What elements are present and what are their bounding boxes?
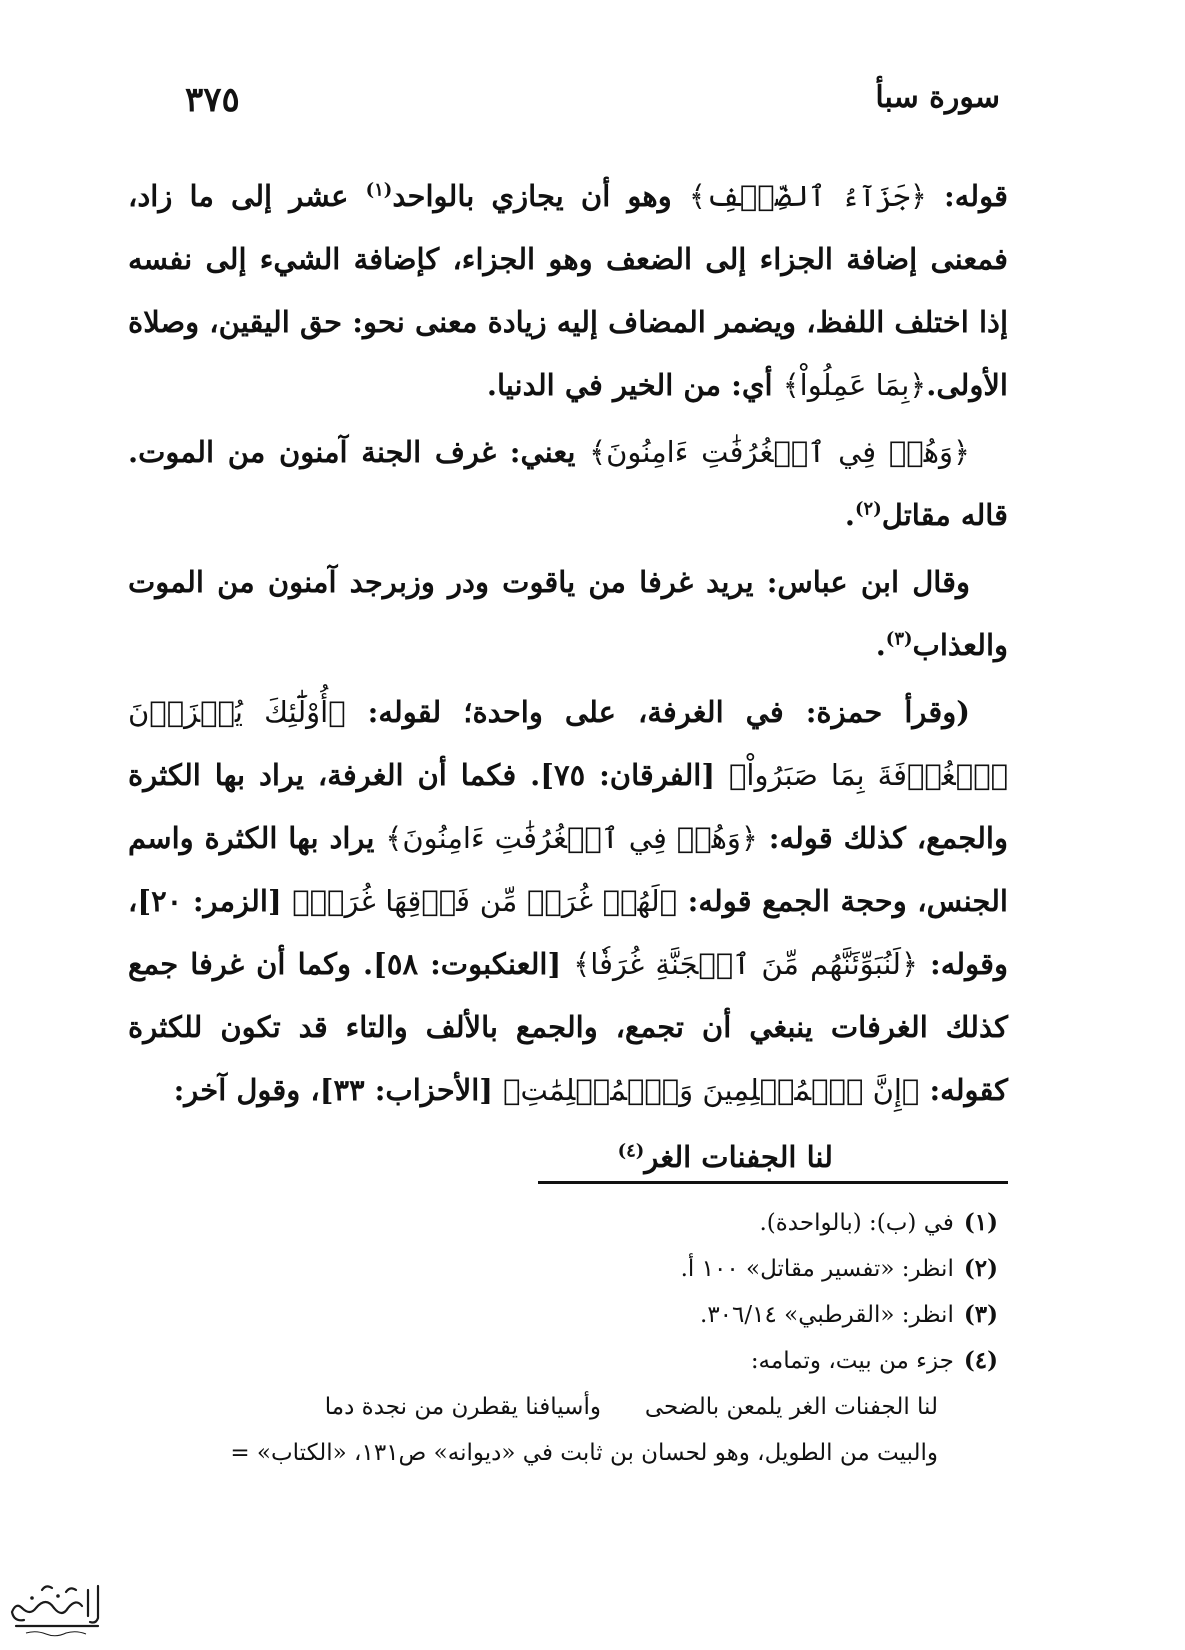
text-run: وهو أن يجازي بالواحد bbox=[392, 179, 689, 213]
footnote-text: انظر: «تفسير مقاتل» ١٠٠ أ. bbox=[680, 1256, 954, 1282]
quran-quote: ﴿أُوْلَٰٓئِكَ يُجۡزَوۡنَ ٱلۡغُرۡفَةَ بِمَا صَبَرُواْ﴾ bbox=[128, 695, 1008, 792]
surah-title: سورة سبأ bbox=[875, 80, 1000, 115]
footnote-2 bbox=[128, 1246, 1008, 1292]
footnote-text: جزء من بيت، وتمامه: bbox=[750, 1348, 954, 1374]
footnote-number: (٢) bbox=[963, 1255, 998, 1282]
page-number: ٣٧٥ bbox=[185, 80, 240, 120]
watermark-dots bbox=[30, 1594, 60, 1600]
poem-first-hemistich: لنا الجفنات الغر يلمعن بالضحى bbox=[644, 1394, 938, 1420]
footnote-number: (٤) bbox=[963, 1347, 998, 1374]
footnote-divider bbox=[538, 1181, 1008, 1184]
footnote-poem bbox=[128, 1384, 1008, 1430]
watermark-calligraphy bbox=[12, 1586, 98, 1626]
text-run: وقال ابن عباس: يريد غرفا من ياقوت ودر وزبرجد آمنون من الموت والعذاب bbox=[128, 565, 1008, 662]
footnote-3 bbox=[128, 1292, 1008, 1338]
quran-quote: ﴿جَزَآءُ ٱلضِّعۡفِ﴾ bbox=[688, 179, 927, 213]
paragraph-3 bbox=[128, 551, 1008, 677]
text-run: يعني: غرف الجنة آمنون من الموت. قاله مقاتل bbox=[128, 435, 1008, 532]
footnote-continuation: والبيت من الطويل، وهو لحسان بن ثابت في «ديوانه» ص١٣١، «الكتاب» = bbox=[230, 1440, 938, 1466]
footnote-1 bbox=[128, 1200, 1008, 1246]
text-run: عشر إلى ما زاد، فمعنى إضافة الجزاء إلى الضعف وهو الجزاء، كإضافة الشيء إلى نفسه إذا اختلف اللفظ، ويضمر المضاف إليه زيادة معنى نحو: حق اليقين، وصلاة الأولى. bbox=[128, 179, 1008, 402]
footnote-ref: (٤) bbox=[617, 1140, 645, 1162]
paragraph-1 bbox=[128, 165, 1008, 417]
text-run: [الزمر: ٢٠]، وقوله: bbox=[128, 884, 1008, 981]
text-run: [الأحزاب: ٣٣]، وقول آخر: bbox=[173, 1073, 504, 1107]
library-watermark-logo bbox=[6, 1578, 106, 1640]
footnote-4 bbox=[128, 1338, 1008, 1384]
main-text bbox=[128, 165, 1008, 1193]
text-run: يراد بها الكثرة واسم الجنس، وحجة الجمع قوله: bbox=[128, 821, 1008, 918]
quran-quote: ﴿لَهُمۡ غُرَفٞ مِّن فَوۡقِهَا غُرَفٞ﴾ bbox=[292, 884, 678, 918]
verse-text: لنا الجفنات الغر bbox=[644, 1140, 833, 1174]
page-header bbox=[185, 80, 1000, 130]
text-run: . bbox=[875, 628, 886, 662]
footnote-ref: (٢) bbox=[855, 498, 882, 520]
poem-second-hemistich: وأسيافنا يقطرن من نجدة دما bbox=[324, 1394, 601, 1420]
text-run: (وقرأ حمزة: في الغرفة، على واحدة؛ لقوله: bbox=[345, 695, 970, 729]
text-run: . bbox=[844, 498, 855, 532]
quran-quote: ﴿لَنُبَوِّئَنَّهُم مِّنَ ٱلۡجَنَّةِ غُرَفٗا﴾ bbox=[573, 947, 918, 981]
quran-quote: ﴿بِمَا عَمِلُواْ﴾ bbox=[782, 368, 927, 402]
quran-quote: ﴿وَهُمۡ فِي ٱلۡغُرُفَٰتِ ءَامِنُونَ﴾ bbox=[589, 435, 970, 469]
quran-quote: ﴿إِنَّ ٱلۡمُسۡلِمِينَ وَٱلۡمُسۡلِمَٰتِ﴾ bbox=[503, 1073, 920, 1107]
footnote-ref: (٣) bbox=[885, 628, 913, 650]
footnote-ref: (١) bbox=[365, 179, 393, 201]
text-run: [العنكبوت: ٥٨]. وكما أن غرفا جمع كذلك الغرفات ينبغي أن تجمع، والجمع بالألف والتاء قد تكون للكثرة كقوله: bbox=[128, 947, 1008, 1107]
text-run: قوله: bbox=[926, 179, 1008, 213]
footnote-number: (٣) bbox=[963, 1301, 998, 1328]
paragraph-4 bbox=[128, 681, 1008, 1122]
footnotes bbox=[128, 1200, 1008, 1476]
quran-quote: ﴿وَهُمۡ فِي ٱلۡغُرُفَٰتِ ءَامِنُونَ﴾ bbox=[385, 821, 758, 855]
text-run: أي: من الخير في الدنيا. bbox=[486, 368, 783, 402]
watermark-subscript bbox=[26, 1632, 86, 1636]
footnote-number: (١) bbox=[963, 1209, 998, 1236]
verse-line bbox=[128, 1126, 833, 1189]
footnote-text: في (ب): (بالواحدة). bbox=[759, 1210, 954, 1236]
text-run: [الفرقان: ٧٥]. فكما أن الغرفة، يراد بها الكثرة والجمع، كذلك قوله: bbox=[128, 758, 1008, 855]
footnote-text: انظر: «القرطبي» ٣٠٦/١٤. bbox=[700, 1302, 954, 1328]
paragraph-2 bbox=[128, 421, 1008, 547]
